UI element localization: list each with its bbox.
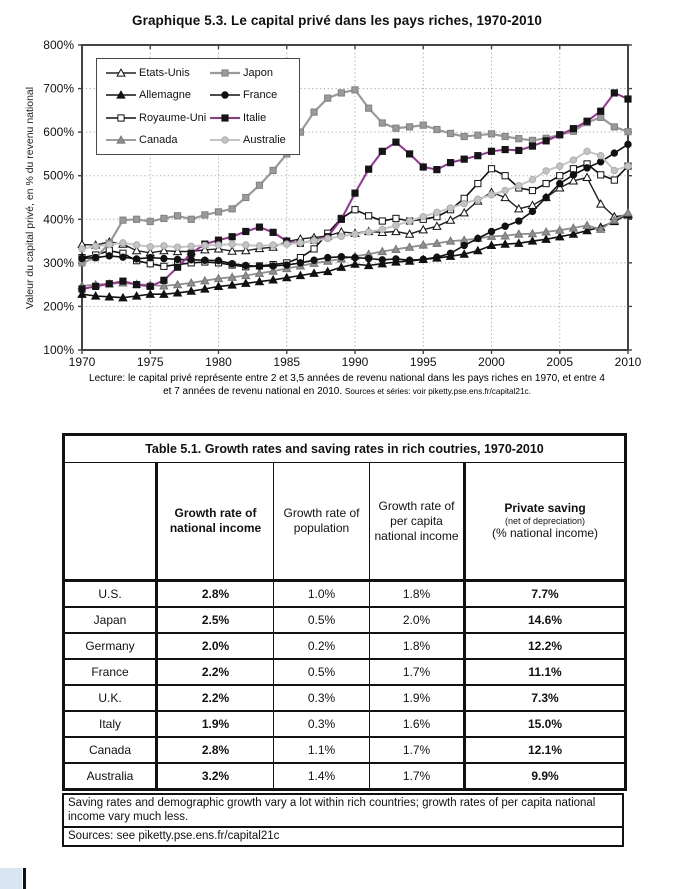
table-row-u-s- bbox=[64, 581, 626, 608]
y-tick-labels bbox=[43, 38, 74, 357]
svg-text:2010: 2010 bbox=[614, 355, 642, 369]
notes-box bbox=[62, 793, 624, 847]
svg-text:1970: 1970 bbox=[68, 355, 96, 369]
svg-text:2000: 2000 bbox=[478, 355, 505, 369]
legend-marker-italie bbox=[209, 112, 241, 124]
svg-text:700%: 700% bbox=[43, 81, 74, 96]
x-tick-labels bbox=[69, 355, 642, 369]
svg-text:300%: 300% bbox=[43, 255, 74, 270]
line-chart bbox=[0, 0, 674, 370]
country-cell: Italy bbox=[64, 711, 157, 737]
svg-text:200%: 200% bbox=[43, 299, 74, 314]
country-cell: U.K. bbox=[64, 685, 157, 711]
figure-caption bbox=[64, 372, 630, 398]
value-cell: 1.7% bbox=[370, 659, 465, 685]
table-header-growth-population: Growth rate of population bbox=[274, 463, 370, 581]
value-cell: 0.2% bbox=[274, 633, 370, 659]
figure-caption-line2: et 7 années de revenu national en 2010. Sources et séries: voir piketty.pse.ens.fr/capital21c. bbox=[163, 386, 531, 397]
value-cell: 2.0% bbox=[370, 607, 465, 633]
table-row-italy bbox=[64, 711, 626, 737]
value-cell: 1.0% bbox=[274, 581, 370, 608]
table-header-growth-national-income: Growth rate of national income bbox=[157, 463, 274, 581]
svg-text:1995: 1995 bbox=[409, 355, 437, 369]
value-cell: 1.7% bbox=[370, 737, 465, 763]
value-cell: 1.9% bbox=[157, 711, 274, 737]
legend-label: France bbox=[243, 89, 278, 102]
table-row-france bbox=[64, 659, 626, 685]
value-cell: 14.6% bbox=[465, 607, 626, 633]
table-row-germany bbox=[64, 633, 626, 659]
legend-item-canada bbox=[105, 129, 209, 151]
value-cell: 2.8% bbox=[157, 581, 274, 608]
svg-text:100%: 100% bbox=[43, 343, 74, 357]
bottom-left-divider-line bbox=[23, 868, 26, 889]
table-header-empty bbox=[64, 463, 157, 581]
figure-caption-sources: Sources et séries: voir piketty.pse.ens.fr/capital21c. bbox=[344, 387, 531, 396]
value-cell: 2.5% bbox=[157, 607, 274, 633]
chart-y-axis-label: Valeur du capital privé, en % du revenu national bbox=[24, 86, 36, 310]
value-cell: 2.8% bbox=[157, 737, 274, 763]
value-cell: 1.9% bbox=[370, 685, 465, 711]
table-header-private-saving bbox=[465, 463, 626, 581]
value-cell: 2.2% bbox=[157, 685, 274, 711]
legend-item-france bbox=[209, 84, 297, 106]
table-header-row bbox=[64, 463, 626, 581]
notes-sources: Sources: see piketty.pse.ens.fr/capital21c bbox=[68, 830, 280, 842]
table-row-canada bbox=[64, 737, 626, 763]
svg-text:600%: 600% bbox=[43, 125, 74, 140]
legend-label: Italie bbox=[243, 111, 267, 124]
country-cell: France bbox=[64, 659, 157, 685]
legend-marker-japon bbox=[209, 67, 241, 79]
value-cell: 12.2% bbox=[465, 633, 626, 659]
legend-label: Etats-Unis bbox=[139, 67, 190, 80]
value-cell: 0.5% bbox=[274, 607, 370, 633]
legend-marker-allemagne bbox=[105, 89, 137, 101]
svg-text:400%: 400% bbox=[43, 212, 74, 227]
notes-body: Saving rates and demographic growth vary a lot within rich countries; growth rates of per capita national income vary much less. bbox=[64, 795, 622, 828]
value-cell: 1.7% bbox=[370, 763, 465, 790]
value-cell: 0.3% bbox=[274, 685, 370, 711]
country-cell: Japan bbox=[64, 607, 157, 633]
table-row-japan bbox=[64, 607, 626, 633]
value-cell: 0.5% bbox=[274, 659, 370, 685]
legend-item-italie bbox=[209, 107, 297, 129]
svg-text:1980: 1980 bbox=[205, 355, 232, 369]
svg-text:500%: 500% bbox=[43, 168, 74, 183]
legend-item-etats-unis bbox=[105, 62, 209, 84]
country-cell: Australia bbox=[64, 763, 157, 790]
country-cell: Germany bbox=[64, 633, 157, 659]
legend-marker-france bbox=[209, 89, 241, 101]
private-saving-label: Private saving bbox=[504, 501, 586, 515]
table-5-1 bbox=[62, 433, 627, 791]
legend-marker-etats-unis bbox=[105, 67, 137, 79]
svg-text:800%: 800% bbox=[43, 38, 74, 52]
table-title: Table 5.1. Growth rates and saving rates in rich coutries, 1970-2010 bbox=[64, 435, 626, 463]
legend-label: Australie bbox=[243, 133, 286, 146]
value-cell: 2.0% bbox=[157, 633, 274, 659]
legend-label: Japon bbox=[243, 67, 273, 80]
value-cell: 12.1% bbox=[465, 737, 626, 763]
value-cell: 0.3% bbox=[274, 711, 370, 737]
value-cell: 1.1% bbox=[274, 737, 370, 763]
value-cell: 7.3% bbox=[465, 685, 626, 711]
legend-label: Canada bbox=[139, 133, 178, 146]
value-cell: 1.8% bbox=[370, 633, 465, 659]
value-cell: 2.2% bbox=[157, 659, 274, 685]
table-row-u-k- bbox=[64, 685, 626, 711]
private-saving-sub: (% national income) bbox=[491, 526, 599, 540]
private-saving-sub-small: (net of depreciation) bbox=[504, 516, 586, 526]
country-cell: Canada bbox=[64, 737, 157, 763]
legend-item-royaume-uni bbox=[105, 107, 209, 129]
chart-legend bbox=[96, 58, 300, 155]
value-cell: 1.4% bbox=[274, 763, 370, 790]
value-cell: 1.6% bbox=[370, 711, 465, 737]
value-cell: 1.8% bbox=[370, 581, 465, 608]
figure-title: Graphique 5.3. Le capital privé dans les pays riches, 1970-2010 bbox=[131, 13, 542, 28]
legend-marker-canada bbox=[105, 134, 137, 146]
legend-item-australie bbox=[209, 129, 297, 151]
value-cell: 11.1% bbox=[465, 659, 626, 685]
svg-text:1975: 1975 bbox=[136, 355, 164, 369]
svg-text:2005: 2005 bbox=[546, 355, 574, 369]
bottom-left-blue-box bbox=[0, 868, 22, 889]
legend-marker-royaume-uni bbox=[105, 112, 137, 124]
table-row-australia bbox=[64, 763, 626, 790]
legend-label: Allemagne bbox=[139, 89, 191, 102]
table-header-growth-per-capita: Growth rate of per capita national income bbox=[370, 463, 465, 581]
svg-text:1990: 1990 bbox=[341, 355, 369, 369]
legend-item-allemagne bbox=[105, 84, 209, 106]
legend-label: Royaume-Uni bbox=[139, 111, 207, 124]
value-cell: 9.9% bbox=[465, 763, 626, 790]
legend-marker-australie bbox=[209, 134, 241, 146]
value-cell: 3.2% bbox=[157, 763, 274, 790]
svg-text:1985: 1985 bbox=[273, 355, 301, 369]
figure-caption-line1: Lecture: le capital privé représente entre 2 et 3,5 années de revenu national dans les pays riches en 1970, et entre 4 bbox=[89, 373, 605, 384]
value-cell: 15.0% bbox=[465, 711, 626, 737]
legend-item-japon bbox=[209, 62, 297, 84]
value-cell: 7.7% bbox=[465, 581, 626, 608]
country-cell: U.S. bbox=[64, 581, 157, 608]
table-title-row bbox=[64, 435, 626, 463]
